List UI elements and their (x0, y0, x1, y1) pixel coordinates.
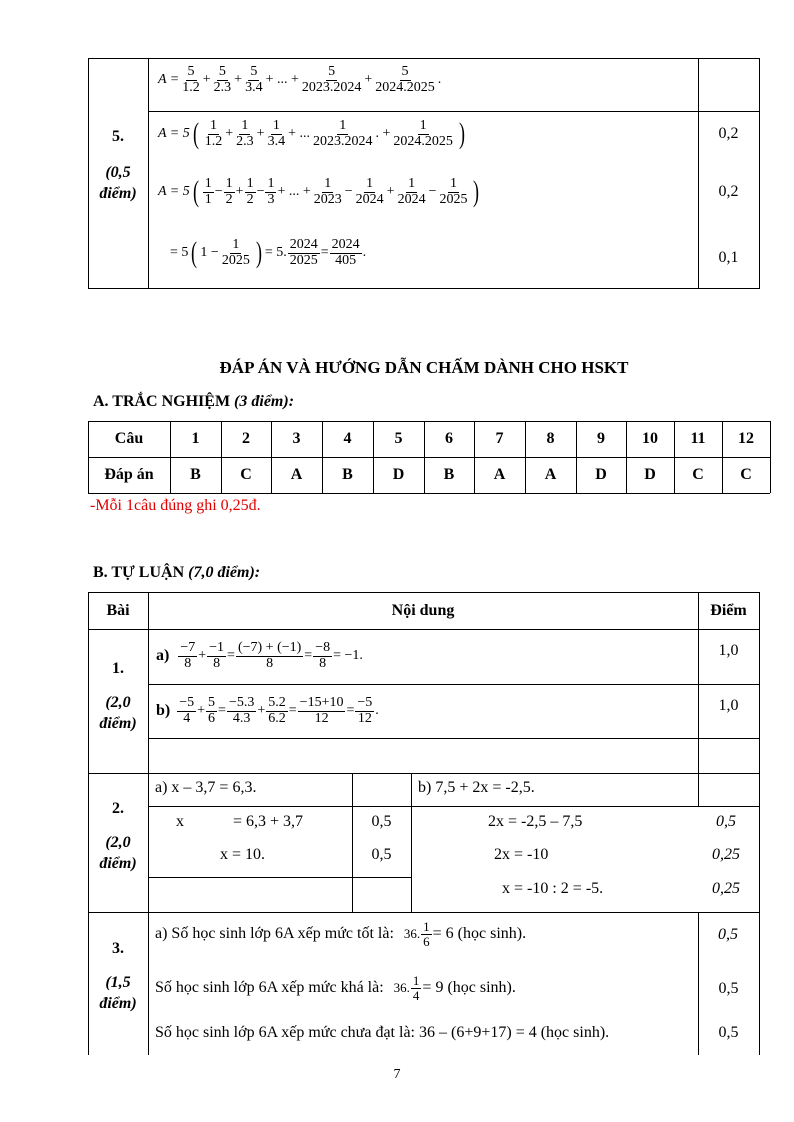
mc-answer: B (342, 466, 353, 483)
mc-answer: B (443, 466, 455, 483)
mc-question: 2 (242, 430, 250, 447)
mc-question: 10 (642, 430, 658, 447)
bai1-score-a: 1,0 (718, 642, 739, 659)
bai2-a-x: x (176, 813, 184, 830)
bai2-points-unit: điểm) (99, 855, 137, 872)
mc-question: 3 (292, 430, 301, 447)
bai5-score-1: 0,2 (718, 125, 739, 142)
bai3-score-2: 0,5 (718, 980, 739, 997)
bai2-b-score2: 0,25 (712, 846, 740, 863)
bai3-line-2: Số học sinh lớp 6A xếp mức khá là: 36. $\frac{1}{4}$ = 9 (học sinh). (155, 972, 516, 1003)
page-number: 7 (393, 1067, 401, 1082)
bai2-a-title: a) x – 3,7 = 6,3. (155, 779, 257, 796)
bai2-b-score3: 0,25 (712, 880, 740, 897)
bai5-score-2: 0,2 (718, 183, 739, 200)
mc-row1-label: Câu (114, 430, 144, 447)
bai2-points: (2,0 (105, 834, 131, 851)
bai3-score-3: 0,5 (718, 1024, 739, 1041)
bai2-b-score1: 0,5 (716, 813, 736, 830)
bai5-points-unit: điểm) (99, 185, 137, 202)
bai2-a-score1: 0,5 (371, 813, 392, 830)
bai1-points-unit: điểm) (99, 715, 137, 732)
bai1-points: (2,0 (105, 694, 131, 711)
bai2-a-step2: x = 10. (220, 846, 266, 863)
mc-question: 4 (343, 430, 352, 447)
bai3-score-1: 0,5 (718, 926, 738, 943)
bai1-part-a: a) $\frac{-7}{8}$ + $\frac{-1}{8}$ = $\frac{(-7) + (-1)}{8}$ = $\frac{-8}{8}$ = −1. (156, 639, 363, 671)
mc-question: 12 (738, 430, 754, 447)
bai3-points-unit: điểm) (99, 995, 137, 1012)
bai5-number: 5. (112, 128, 124, 145)
mc-answer: D (392, 466, 405, 483)
bai2-b-step2: 2x = -10 (494, 846, 549, 863)
mc-question: 11 (690, 430, 706, 447)
bai5-formula-3: A = 5 ( $\frac{1}{1}$ − $\frac{1}{2}$ + $\frac{1}{2}$ − $\frac{1}{3}$ + ... + $\frac{1}{2023}$ − $\frac{1}{2024}$ + $\frac{1}{2024}$ − $\frac{1}{2025}$ ) (158, 175, 480, 208)
mc-answer: A (493, 466, 506, 483)
mc-question: 6 (445, 430, 453, 447)
bai2-a-step1: = 6,3 + 3,7 (233, 813, 304, 830)
bai1-score-b: 1,0 (718, 697, 739, 714)
bai5-formula-1: A = $\frac{5}{1.2}$ + $\frac{5}{2.3}$ + $\frac{5}{3.4}$ + ... + $\frac{5}{2023.2024}$ + $\frac{5}{2024.2025}$ . (158, 63, 442, 95)
header-diem: Điểm (710, 601, 747, 619)
mc-answer: B (190, 466, 201, 483)
mc-answer: D (644, 466, 656, 483)
mc-row2-label: Đáp án (104, 466, 154, 483)
bai5-score-3: 0,1 (718, 249, 739, 266)
bai5-formula-2: A = 5 ( $\frac{1}{1.2}$ + $\frac{1}{2.3}$ + $\frac{1}{3.4}$ + ... $\frac{1}{2023.2024}$ . + $\frac{1}{2024.2025}$ ) (158, 117, 465, 150)
bai3-points: (1,5 (105, 974, 131, 991)
bai1-number: 1. (112, 660, 124, 677)
mc-question: 7 (495, 430, 504, 447)
mc-note: -Mỗi 1câu đúng ghi 0,25đ. (90, 497, 261, 514)
bai1-part-b: b) $\frac{-5}{4}$ + $\frac{5}{6}$ = $\frac{-5.3}{4.3}$ + $\frac{5.2}{6.2}$ = $\frac{-15+10}{12}$ = $\frac{-5}{12}$ . (156, 694, 379, 726)
bai2-b-title: b) 7,5 + 2x = -2,5. (418, 779, 535, 796)
mc-question: 9 (597, 430, 605, 447)
mc-answer: A (290, 466, 303, 483)
bai3-line-3: Số học sinh lớp 6A xếp mức chưa đạt là: 36 – (6+9+17) = 4 (học sinh). (155, 1024, 610, 1041)
page-heading: ĐÁP ÁN VÀ HƯỚNG DẪN CHẤM DÀNH CHO HSKT (219, 358, 629, 377)
mc-question: 5 (394, 430, 403, 447)
section-a-title: A. TRẮC NGHIỆM (3 điểm): (93, 393, 295, 410)
mc-question: 8 (546, 430, 555, 447)
bai3-number: 3. (112, 940, 124, 957)
mc-question: 1 (191, 430, 200, 447)
bai2-number: 2. (112, 800, 124, 817)
bai2-b-step1: 2x = -2,5 – 7,5 (488, 813, 583, 830)
bai5-points: (0,5 (105, 164, 131, 181)
header-bai: Bài (106, 601, 130, 619)
bai3-line-1: a) Số học sinh lớp 6A xếp mức tốt là: 36. $\frac{1}{6}$ = 6 (học sinh). (155, 918, 527, 949)
header-noidung: Nội dung (391, 601, 455, 619)
mc-answer: C (740, 466, 752, 483)
mc-answer: C (692, 466, 704, 483)
mc-answer: C (240, 466, 252, 483)
bai5-formula-4: = 5 ( 1 − $\frac{1}{2025}$ ) = 5. $\frac{2024}{2025}$ = $\frac{2024}{405}$ . (170, 236, 367, 269)
mc-answer: D (595, 466, 607, 483)
section-b-title: B. TỰ LUẬN (7,0 điểm): (93, 564, 261, 581)
bai2-a-score2: 0,5 (371, 846, 392, 863)
bai2-b-step3: x = -10 : 2 = -5. (502, 880, 604, 897)
mc-answer: A (544, 466, 557, 483)
